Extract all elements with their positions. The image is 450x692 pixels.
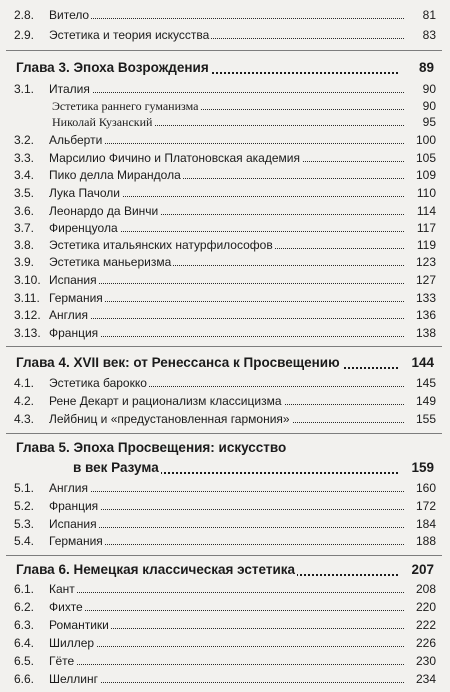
section-title: Эстетика барокко	[49, 376, 147, 390]
toc-entry	[0, 289, 450, 307]
page-number: 220	[404, 598, 438, 616]
dot-leader	[50, 92, 418, 93]
page-number: 127	[404, 271, 438, 289]
toc-entry	[0, 26, 450, 44]
toc-entry	[0, 202, 450, 220]
section-title: Франция	[49, 326, 99, 340]
section-title: Фиренцуола	[49, 221, 118, 235]
section-title: Франция	[49, 499, 99, 513]
section-title: Англия	[49, 308, 88, 322]
page-number: 119	[404, 236, 438, 254]
section-number: 5.3.	[14, 517, 35, 531]
page-number: 149	[404, 392, 438, 410]
section-number: 3.11.	[14, 291, 40, 305]
section-title: Лейбниц и «предустановленная гармония»	[49, 412, 290, 426]
dot-leader	[50, 301, 418, 302]
section-number: 3.1.	[14, 82, 35, 96]
dot-leader	[50, 682, 418, 683]
divider	[6, 433, 442, 434]
page-number: 230	[404, 652, 438, 670]
section-number: 3.12.	[14, 308, 41, 322]
subsection-title: Николай Кузанский	[52, 115, 153, 129]
dot-leader	[50, 664, 418, 665]
section-title: Вителo	[49, 8, 90, 22]
section-title: Фихте	[49, 600, 83, 614]
page-number: 117	[404, 219, 438, 237]
page-number: 90	[404, 97, 438, 115]
section-number: 3.9.	[14, 255, 35, 269]
chapter-heading-line	[0, 438, 450, 458]
section-number: 4.2.	[14, 394, 35, 408]
divider	[6, 346, 442, 347]
divider	[6, 50, 442, 51]
page-number: 133	[404, 289, 438, 307]
toc-entry	[0, 652, 450, 670]
toc-entry	[0, 131, 450, 149]
page-number: 159	[398, 458, 436, 478]
section-title: Альберти	[49, 133, 103, 147]
section-number: 6.2.	[14, 600, 35, 614]
toc-entry	[0, 374, 450, 392]
toc-entry	[0, 634, 450, 652]
page-number: 114	[404, 202, 438, 220]
toc-entry	[0, 80, 450, 98]
section-number: 6.4.	[14, 636, 35, 650]
section-number: 3.6.	[14, 204, 35, 218]
page-number: 222	[404, 616, 438, 634]
toc-entry	[0, 236, 450, 254]
dot-leader	[50, 283, 418, 284]
section-number: 3.3.	[14, 151, 35, 165]
dot-leader	[50, 592, 418, 593]
section-number: 6.1.	[14, 582, 35, 596]
section-number: 6.6.	[14, 672, 35, 686]
chapter-title: Глава 5. Эпоха Просвещения: искусство	[14, 438, 288, 458]
section-title: Германия	[49, 534, 103, 548]
toc-entry	[0, 166, 450, 184]
chapter-heading	[0, 353, 450, 373]
toc-entry	[0, 149, 450, 167]
page-number: 136	[404, 306, 438, 324]
section-number: 3.8.	[14, 238, 35, 252]
page-number: 90	[404, 80, 438, 98]
page-number: 226	[404, 634, 438, 652]
section-title: Романтики	[49, 618, 109, 632]
section-title: Леонардо да Винчи	[49, 204, 159, 218]
section-number: 3.5.	[14, 186, 35, 200]
dot-leader	[50, 544, 418, 545]
chapter-title: Глава 3. Эпоха Возрождения	[14, 58, 211, 78]
chapter-title: Глава 4. XVII век: от Ренессанса к Просвещению	[14, 353, 342, 373]
section-number: 3.2.	[14, 133, 35, 147]
toc-entry	[0, 324, 450, 342]
section-title: Шиллер	[49, 636, 95, 650]
section-number: 5.1.	[14, 481, 35, 495]
section-title: Кант	[49, 582, 75, 596]
page-number: 184	[404, 515, 438, 533]
section-number: 3.7.	[14, 221, 35, 235]
section-number: 6.3.	[14, 618, 35, 632]
section-title: Испания	[49, 273, 97, 287]
toc-entry	[0, 306, 450, 324]
chapter-heading	[0, 458, 450, 478]
toc-entry	[0, 271, 450, 289]
dot-leader	[50, 318, 418, 319]
section-title: Эстетика итальянских натурфилософов	[49, 238, 273, 252]
page-number: 208	[404, 580, 438, 598]
section-title: Лука Пачоли	[49, 186, 120, 200]
page-number: 109	[404, 166, 438, 184]
page-number: 144	[398, 353, 436, 373]
page-number: 138	[404, 324, 438, 342]
section-number: 3.13.	[14, 326, 41, 340]
dot-leader	[50, 491, 418, 492]
toc-entry	[0, 515, 450, 533]
page-number: 89	[398, 58, 436, 78]
page-number: 160	[404, 479, 438, 497]
toc-entry	[0, 392, 450, 410]
page-number: 155	[404, 410, 438, 428]
toc-entry	[0, 479, 450, 497]
page-number: 172	[404, 497, 438, 515]
section-title: Германия	[49, 291, 103, 305]
section-title: Испания	[49, 517, 97, 531]
toc-entry	[0, 219, 450, 237]
section-title: Шеллинг	[49, 672, 98, 686]
page-number: 110	[404, 184, 438, 202]
page-number: 234	[404, 670, 438, 688]
section-title: Гёте	[49, 654, 75, 668]
section-title: Италия	[49, 82, 90, 96]
section-number: 6.5.	[14, 654, 35, 668]
toc-entry	[0, 410, 450, 428]
page-number: 123	[404, 253, 438, 271]
toc-entry	[0, 616, 450, 634]
dot-leader	[50, 509, 418, 510]
section-number: 5.2.	[14, 499, 35, 513]
toc-entry	[0, 580, 450, 598]
page-number: 100	[404, 131, 438, 149]
divider	[6, 555, 442, 556]
chapter-heading	[0, 58, 450, 78]
section-number: 3.4.	[14, 168, 35, 182]
section-number: 2.8.	[14, 8, 35, 22]
page-number: 207	[398, 560, 436, 580]
section-title: Англия	[49, 481, 88, 495]
toc-entry	[0, 6, 450, 24]
toc-entry	[0, 532, 450, 550]
chapter-title: Глава 6. Немецкая классическая эстетика	[14, 560, 297, 580]
section-title: Рене Декарт и рационализм классицизма	[49, 394, 282, 408]
page-number: 83	[404, 26, 438, 44]
page-number: 105	[404, 149, 438, 167]
section-title: Пико делла Мирандола	[49, 168, 181, 182]
chapter-title-continued: в век Разума	[71, 458, 161, 478]
section-number: 2.9.	[14, 28, 35, 42]
dot-leader	[50, 527, 418, 528]
toc-entry	[0, 598, 450, 616]
page-number: 145	[404, 374, 438, 392]
toc-subentry	[0, 113, 450, 131]
section-number: 4.3.	[14, 412, 35, 426]
section-number: 5.4.	[14, 534, 35, 548]
toc-entry	[0, 253, 450, 271]
page-number: 188	[404, 532, 438, 550]
page-number: 81	[404, 6, 438, 24]
dot-leader	[50, 336, 418, 337]
section-title: Эстетика и теория искусства	[49, 28, 210, 42]
toc-entry	[0, 670, 450, 688]
dot-leader	[50, 18, 418, 19]
page-number: 95	[404, 113, 438, 131]
section-title: Эстетика маньеризма	[49, 255, 172, 269]
dot-leader	[50, 646, 418, 647]
toc-entry	[0, 497, 450, 515]
chapter-heading	[0, 560, 450, 580]
toc-entry	[0, 184, 450, 202]
dot-leader	[50, 143, 418, 144]
section-title: Марсилио Фичино и Платоновская академия	[49, 151, 300, 165]
dot-leader	[50, 610, 418, 611]
section-number: 3.10.	[14, 273, 41, 287]
section-number: 4.1.	[14, 376, 35, 390]
subsection-title: Эстетика раннего гуманизма	[52, 99, 199, 113]
